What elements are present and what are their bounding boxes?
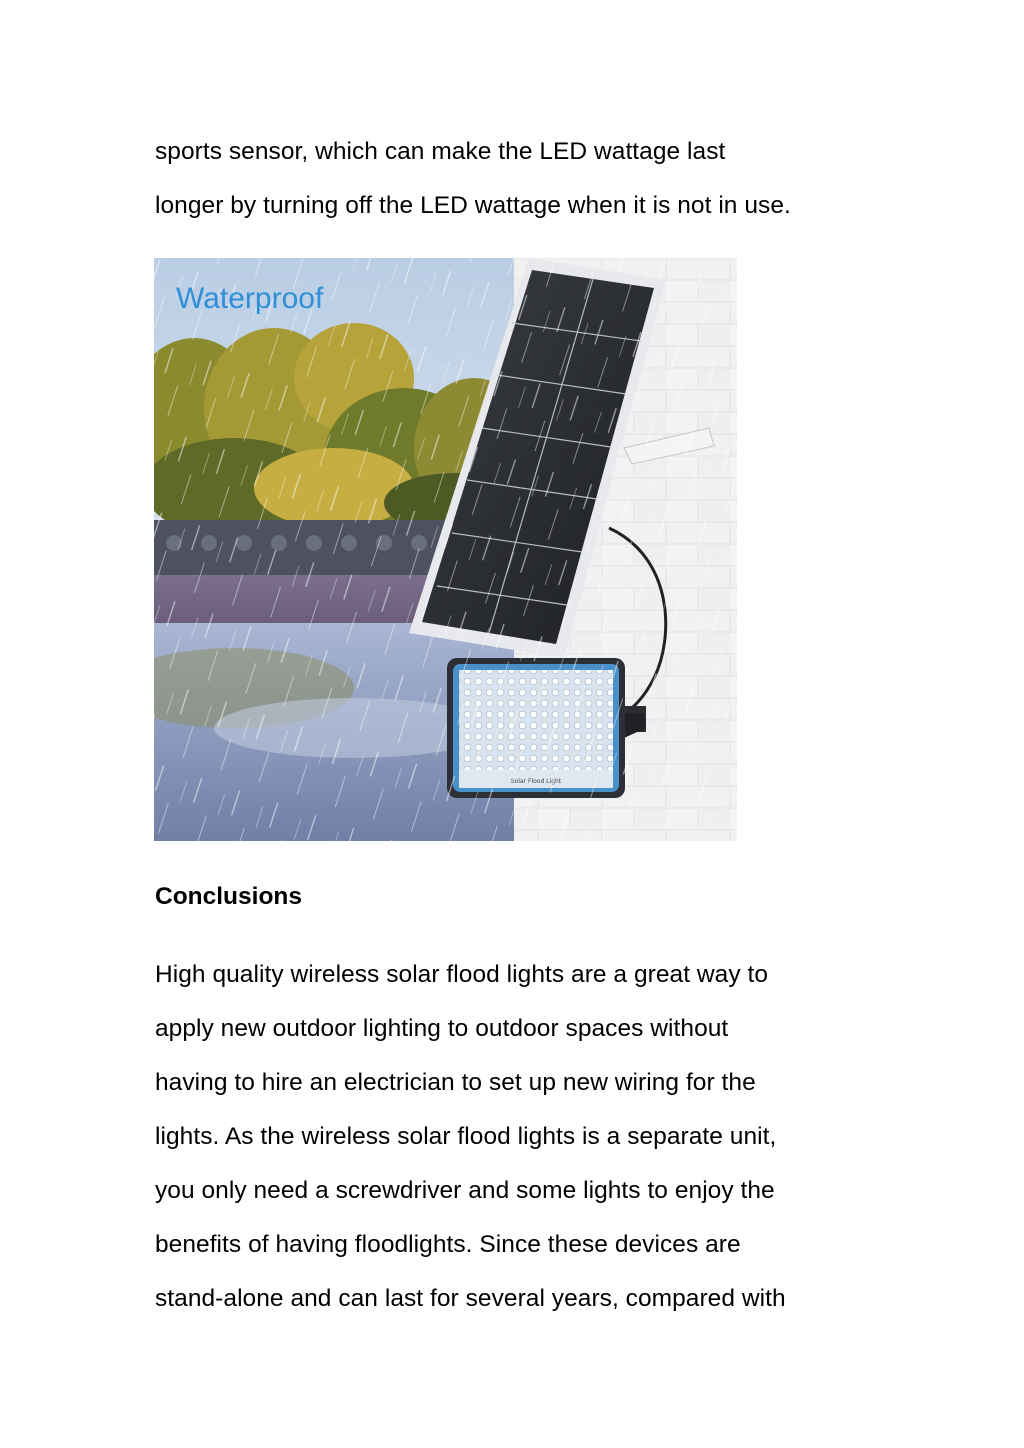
- section-heading: Conclusions: [155, 883, 303, 910]
- text-line: apply new outdoor lighting to outdoor spaces without: [155, 1015, 729, 1042]
- text-line: you only need a screwdriver and some lights to enjoy the: [155, 1177, 775, 1204]
- product-photo-waterproof-solar-flood-light: [154, 258, 737, 841]
- waterproof-label: Waterproof: [176, 282, 324, 315]
- text-line: benefits of having floodlights. Since these devices are: [155, 1231, 741, 1258]
- body-paragraph: [155, 948, 915, 1326]
- text-line: lights. As the wireless solar flood lights is a separate unit,: [155, 1123, 777, 1150]
- text-line: having to hire an electrician to set up new wiring for the: [155, 1069, 756, 1096]
- text-line: sports sensor, which can make the LED wattage last: [155, 138, 726, 165]
- text-line: High quality wireless solar flood lights are a great way to: [155, 961, 769, 988]
- text-line: longer by turning off the LED wattage when it is not in use.: [155, 192, 791, 219]
- intro-paragraph: [155, 125, 915, 233]
- text-line: stand-alone and can last for several years, compared with: [155, 1285, 786, 1312]
